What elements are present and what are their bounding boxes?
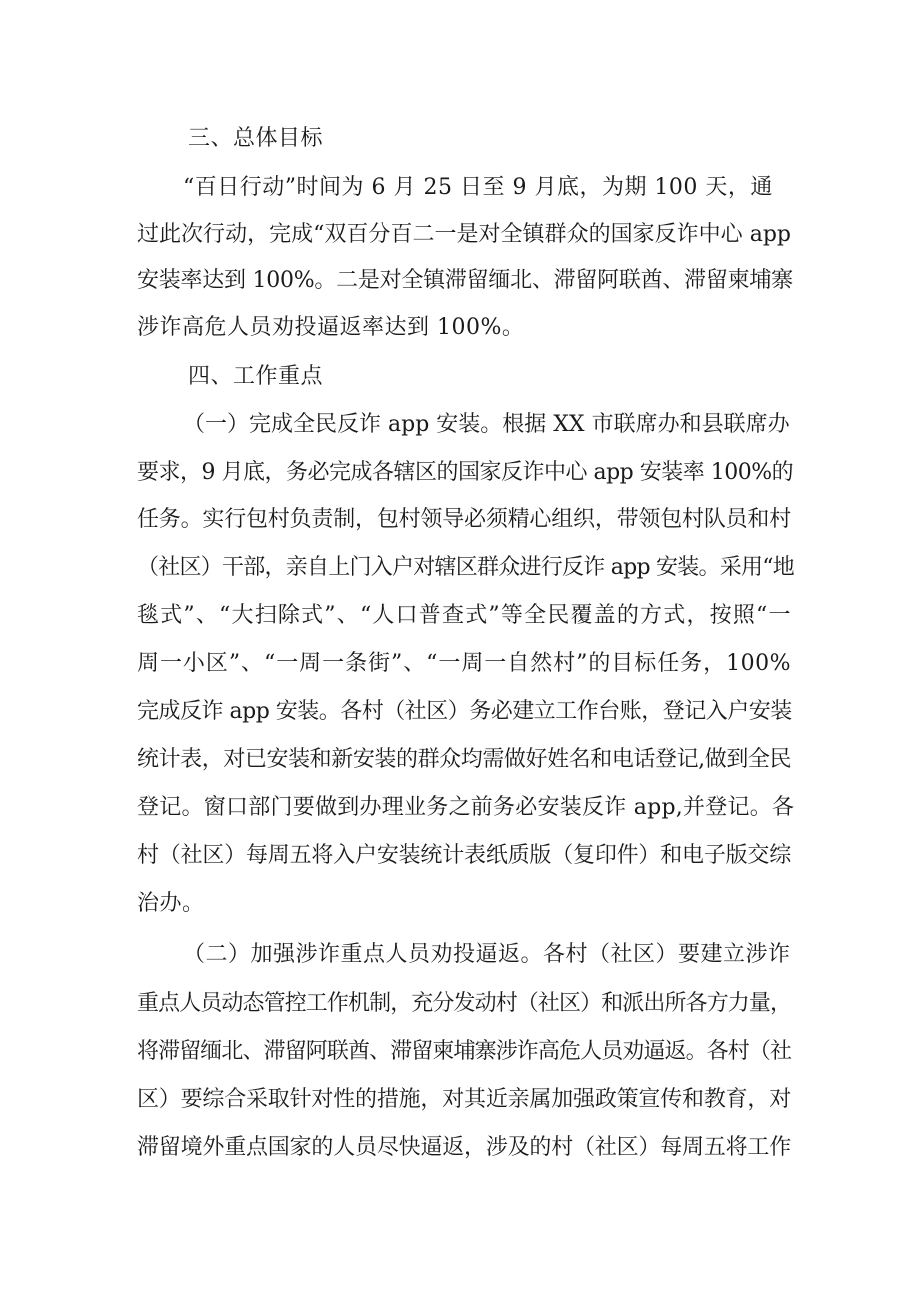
section-heading-key-tasks: 四、工作重点: [188, 364, 324, 389]
paragraph-line: 过此次行动，完成“双百分百二一是对全镇群众的国家反诈中心 app: [137, 222, 791, 247]
paragraph-line: 将滞留缅北、滞留阿联酋、滞留柬埔寨涉诈高危人员劝逼返。各村（社: [137, 1039, 791, 1064]
paragraph-line: 安装率达到 100%。二是对全镇滞留缅北、滞留阿联酋、滞留柬埔寨: [137, 268, 793, 293]
paragraph-line: 要求，9 月底，务必完成各辖区的国家反诈中心 app 安装率 100%的: [137, 460, 794, 485]
paragraph-line: 统计表，对已安装和新安装的群众均需做好姓名和电话登记,做到全民: [137, 747, 791, 772]
paragraph-line: 完成反诈 app 安装。各村（社区）务必建立工作台账，登记入户安装: [137, 699, 792, 724]
paragraph-line: 登记。窗口部门要做到办理业务之前务必安装反诈 app,并登记。各: [137, 795, 795, 820]
paragraph-line: 村（社区）每周五将入户安装统计表纸质版（复印件）和电子版交综: [137, 843, 791, 868]
paragraph-line: 滞留境外重点国家的人员尽快逼返，涉及的村（社区）每周五将工作: [137, 1135, 791, 1160]
paragraph-line: （一）完成全民反诈 app 安装。根据 XX 市联席办和县联席办: [183, 412, 790, 437]
paragraph-line: （二）加强涉诈重点人员劝投逼返。各村（社区）要建立涉诈: [183, 942, 791, 967]
section-heading-goals: 三、总体目标: [188, 126, 324, 151]
paragraph-line: 任务。实行包村负责制，包村领导必须精心组织，带领包村队员和村: [137, 507, 791, 532]
paragraph-line: 周一小区”、“一周一条街”、“一周一自然村”的目标任务，100%: [137, 651, 791, 676]
paragraph-line: 毯式”、“大扫除式”、“人口普查式”等全民覆盖的方式，按照“一: [137, 603, 791, 628]
paragraph-line: 区）要综合采取针对性的措施，对其近亲属加强政策宣传和教育，对: [137, 1087, 791, 1112]
paragraph-line: 治办。: [137, 891, 205, 916]
paragraph-line: 涉诈高危人员劝投逼返率达到 100%。: [137, 315, 525, 340]
paragraph-line: （社区）干部，亲自上门入户对辖区群众进行反诈 app 安装。采用“地: [137, 555, 795, 580]
paragraph-line: “百日行动”时间为 6 月 25 日至 9 月底，为期 100 天，通: [183, 175, 773, 200]
paragraph-line: 重点人员动态管控工作机制，充分发动村（社区）和派出所各方力量，: [137, 991, 791, 1016]
